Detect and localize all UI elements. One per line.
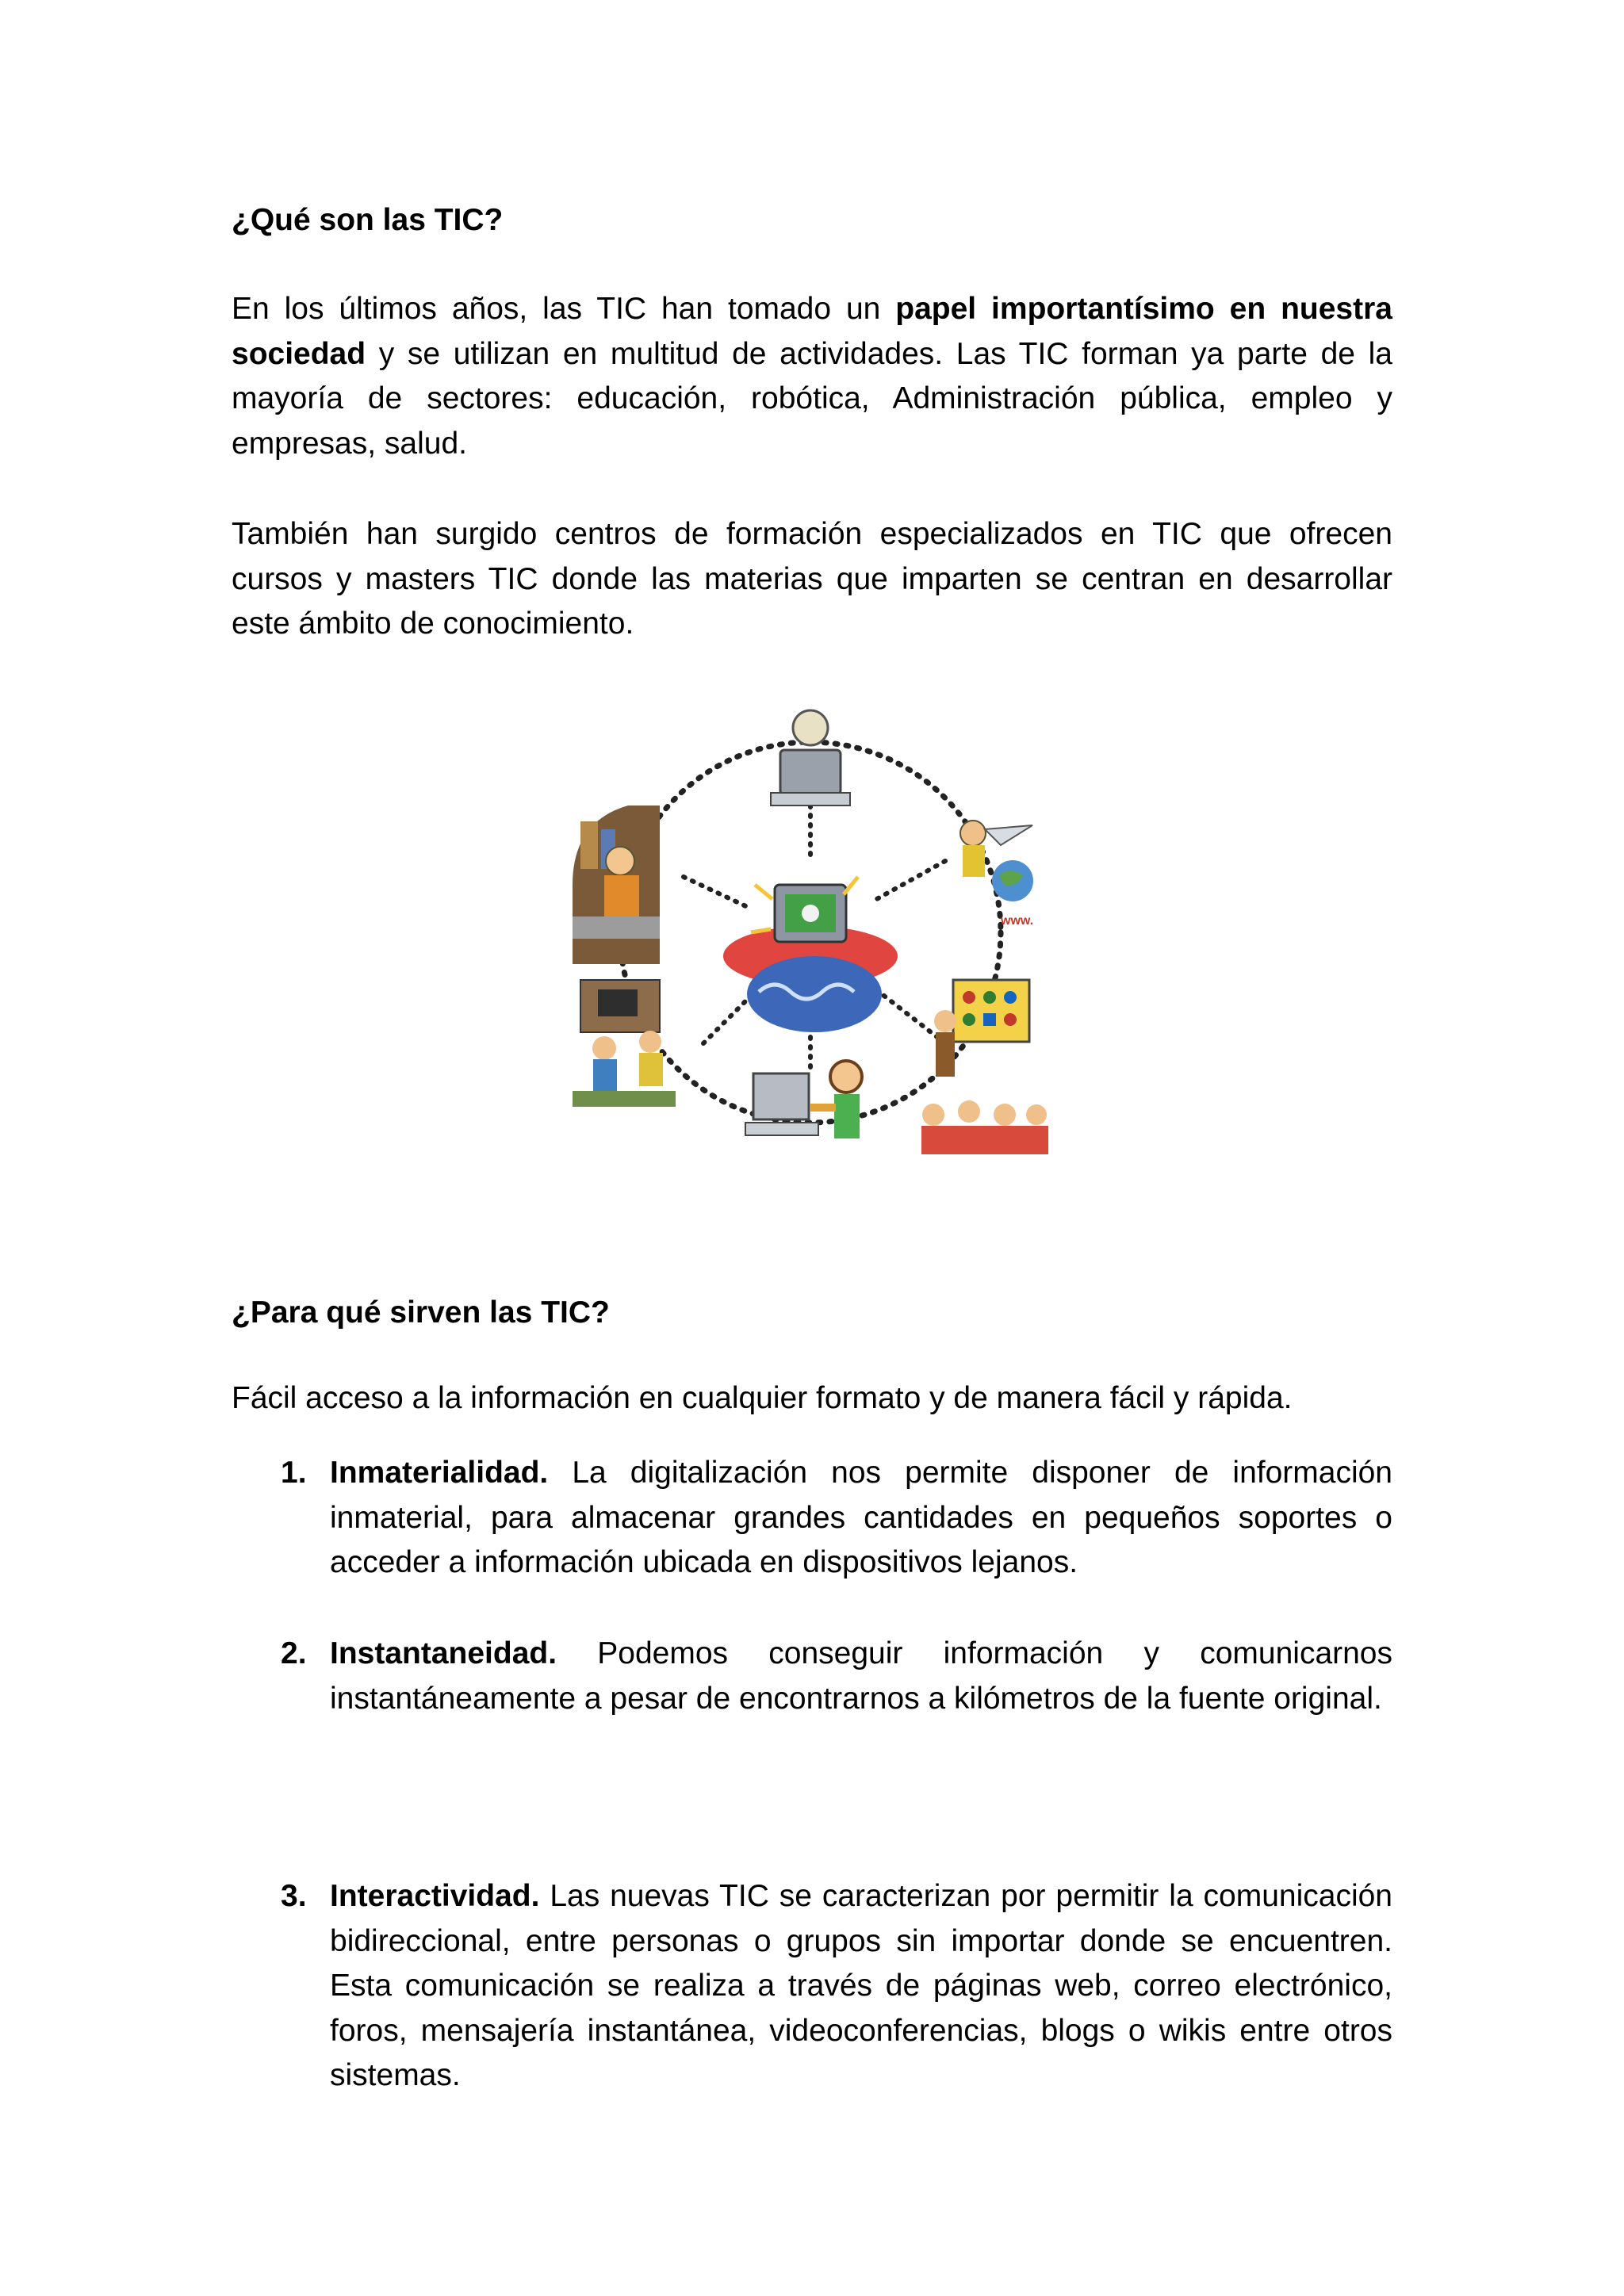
list-item-number: 1.	[281, 1456, 307, 1490]
list-item-number: 2.	[281, 1636, 307, 1670]
www-label: www.	[1001, 914, 1034, 928]
library-reader-icon	[573, 806, 660, 964]
teacher-classroom-icon	[921, 980, 1048, 1154]
list-item-instantaneidad	[281, 1632, 1392, 1721]
tic-network-svg	[573, 695, 1053, 1173]
students-computers-icon	[573, 980, 676, 1107]
heading-que-son-las-tic: ¿Qué son las TIC?	[232, 203, 504, 237]
list-item-number: 3.	[281, 1879, 307, 1913]
list-item-term: Instantaneidad.	[330, 1636, 557, 1670]
paragraph-intro-text-b: y se utilizan en multitud de actividades. Las TIC forman ya parte de la mayoría de sectores: educación, robótica, Administración pública, empleo y empresas, salud.	[232, 336, 1392, 461]
paragraph-intro	[232, 287, 1392, 466]
child-globe-icon	[960, 821, 1033, 928]
list-item-body	[330, 1874, 1392, 2099]
heading-para-que-sirven: ¿Para qué sirven las TIC?	[232, 1295, 610, 1330]
list-item-text: La digitalización nos permite disponer de información inmaterial, para almacenar grandes cantidades en pequeños soportes o acceder a información ubicada en dispositivos lejanos.	[330, 1456, 1392, 1579]
list-item-text: Las nuevas TIC se caracterizan por permitir la comunicación bidireccional, entre personas o grupos sin importar donde se encuentren. Esta comunicación se realiza a través de páginas web, correo electrónico, foros, mensajería instantánea, videoconferencias, blogs o wikis entre otros sistemas.	[330, 1879, 1392, 2092]
paragraph-formacion: También han surgido centros de formación especializados en TIC que ofrecen cursos y masters TIC donde las materias que imparten se centran en desarrollar este ámbito de conocimiento.	[232, 517, 1392, 641]
list-item-text: Podemos conseguir información y comunicarnos instantáneamente a pesar de encontrarnos a kilómetros de la fuente original.	[330, 1636, 1392, 1716]
central-computer-icon	[723, 877, 898, 1032]
paragraph-facil-acceso: Fácil acceso a la información en cualquier formato y de manera fácil y rápida.	[232, 1381, 1293, 1415]
person-at-computer-icon	[771, 710, 850, 806]
list-item-inmaterialidad	[281, 1451, 1392, 1586]
list-item-term: Inmaterialidad.	[330, 1456, 549, 1490]
list-item-interactividad	[281, 1874, 1392, 2099]
paragraph-intro-text-a: En los últimos años, las TIC han tomado un	[232, 292, 896, 326]
paragraph-intro-bold: papel importantísimo en nuestra sociedad	[232, 292, 1392, 371]
child-with-computer-icon	[745, 1061, 862, 1138]
list-item-term: Interactividad.	[330, 1879, 540, 1913]
list-item-body	[330, 1632, 1392, 1721]
tic-network-illustration	[573, 695, 1053, 1173]
list-item-body	[330, 1451, 1392, 1586]
